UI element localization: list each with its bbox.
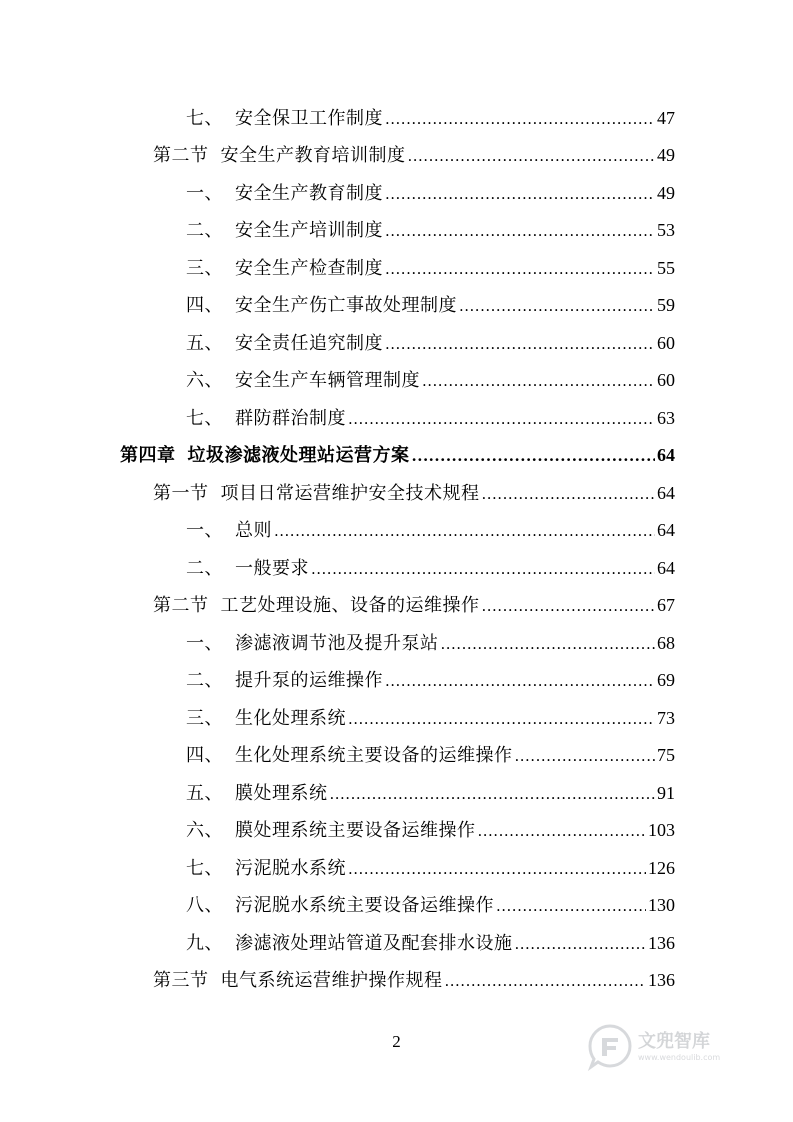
toc-entry-page: 60 (657, 333, 675, 353)
toc-entry-number: 八、 (186, 895, 223, 916)
toc-entry-title: 渗滤液调节池及提升泵站 (235, 633, 439, 654)
toc-entry-title: 生化处理系统主要设备的运维操作 (235, 745, 513, 766)
toc-entry-page: 64 (657, 520, 675, 540)
toc-leader-dots (385, 326, 655, 363)
toc-entry-page: 60 (657, 370, 675, 390)
toc-entry-number: 四、 (186, 745, 223, 766)
toc-entry-title: 污泥脱水系统主要设备运维操作 (235, 895, 494, 916)
toc-entry[interactable] (153, 137, 675, 174)
toc-entry-number: 二、 (186, 220, 223, 241)
toc-entry[interactable] (186, 250, 675, 287)
toc-leader-dots (459, 288, 655, 325)
toc-leader-dots (408, 138, 656, 175)
toc-entry-number: 二、 (186, 558, 223, 579)
toc-entry-number: 九、 (186, 933, 223, 954)
toc-entry[interactable] (186, 512, 675, 549)
toc-entry-title: 一般要求 (235, 558, 309, 579)
toc-entry-page: 136 (648, 933, 675, 953)
toc-entry-number: 第二节 (153, 595, 209, 616)
toc-leader-dots (311, 551, 655, 588)
toc-leader-dots (482, 476, 656, 513)
toc-leader-dots (385, 176, 655, 213)
toc-leader-dots (330, 776, 656, 813)
toc-entry-title: 工艺处理设施、设备的运维操作 (220, 595, 480, 616)
toc-entry-number: 二、 (186, 670, 223, 691)
toc-entry-number: 五、 (186, 783, 223, 804)
toc-entry-title: 总则 (235, 520, 272, 541)
toc-entry[interactable] (186, 625, 675, 662)
toc-entry-page: 63 (657, 408, 675, 428)
toc-entry-number: 七、 (186, 858, 223, 879)
toc-leader-dots (515, 738, 656, 775)
toc-entry[interactable] (186, 212, 675, 249)
toc-leader-dots (385, 213, 655, 250)
toc-entry[interactable] (186, 400, 675, 437)
toc-entry-title: 项目日常运营维护安全技术规程 (220, 483, 480, 504)
toc-entry-page: 69 (657, 670, 675, 690)
toc-leader-dots (348, 701, 655, 738)
toc-leader-dots (496, 888, 646, 925)
toc-entry-number: 第三节 (153, 970, 209, 991)
toc-entry-page: 53 (657, 220, 675, 240)
toc-entry[interactable] (186, 737, 675, 774)
toc-entry-page: 64 (657, 558, 675, 578)
toc-entry-title: 垃圾渗滤液处理站运营方案 (187, 445, 410, 466)
toc-leader-dots (385, 663, 655, 700)
toc-entry[interactable] (186, 700, 675, 737)
toc-leader-dots (445, 963, 647, 1000)
toc-entry-page: 64 (657, 445, 675, 465)
toc-entry-number: 六、 (186, 370, 223, 391)
toc-entry[interactable] (153, 587, 675, 624)
watermark-title: 文兜智库 (638, 1030, 710, 1052)
toc-entry-title: 安全生产车辆管理制度 (235, 370, 420, 391)
toc-leader-dots (422, 363, 655, 400)
toc-entry-title: 安全保卫工作制度 (235, 108, 383, 129)
toc-leader-dots (478, 813, 647, 850)
toc-entry-page: 130 (648, 895, 675, 915)
toc-entry-page: 49 (657, 145, 675, 165)
toc-entry[interactable] (186, 287, 675, 324)
toc-entry-title: 电气系统运营维护操作规程 (220, 970, 443, 991)
toc-entry[interactable] (186, 662, 675, 699)
toc-entry-number: 第四章 (120, 445, 176, 466)
toc-entry-number: 一、 (186, 183, 223, 204)
toc-entry-number: 七、 (186, 408, 223, 429)
toc-entry-number: 五、 (186, 333, 223, 354)
toc-entry-number: 一、 (186, 520, 223, 541)
toc-entry-title: 提升泵的运维操作 (235, 670, 383, 691)
toc-entry-title: 污泥脱水系统 (235, 858, 346, 879)
toc-leader-dots (385, 251, 655, 288)
toc-entry-page: 47 (657, 108, 675, 128)
wendou-logo-icon (586, 1023, 634, 1071)
toc-leader-dots (348, 851, 646, 888)
toc-entry[interactable] (186, 550, 675, 587)
toc-entry[interactable] (186, 100, 675, 137)
toc-entry[interactable] (186, 175, 675, 212)
toc-leader-dots (441, 626, 656, 663)
toc-entry-title: 安全生产教育制度 (235, 183, 383, 204)
toc-entry-number: 三、 (186, 258, 223, 279)
toc-entry-number: 四、 (186, 295, 223, 316)
toc-entry[interactable] (186, 325, 675, 362)
toc-entry-page: 126 (648, 858, 675, 878)
toc-entry[interactable] (153, 962, 675, 999)
toc-entry-chapter[interactable] (120, 437, 675, 474)
toc-entry[interactable] (186, 925, 675, 962)
toc-entry[interactable] (186, 887, 675, 924)
toc-entry-title: 安全生产教育培训制度 (220, 145, 406, 166)
toc-leader-dots (348, 401, 655, 438)
toc-entry-title: 安全生产伤亡事故处理制度 (235, 295, 457, 316)
toc-entry-title: 安全生产培训制度 (235, 220, 383, 241)
toc-leader-dots (385, 101, 655, 138)
toc-entry-title: 生化处理系统 (235, 708, 346, 729)
toc-entry-page: 75 (657, 745, 675, 765)
toc-entry-page: 73 (657, 708, 675, 728)
toc-entry[interactable] (186, 850, 675, 887)
toc-entry-number: 三、 (186, 708, 223, 729)
toc-entry-page: 49 (657, 183, 675, 203)
toc-entry-title: 膜处理系统 (235, 783, 328, 804)
toc-entry-title: 安全责任追究制度 (235, 333, 383, 354)
toc-entry-number: 第一节 (153, 483, 209, 504)
toc-entry[interactable] (186, 775, 675, 812)
toc-entry-page: 59 (657, 295, 675, 315)
toc-entry[interactable] (186, 812, 675, 849)
toc-entry-page: 103 (648, 820, 675, 840)
toc-entry[interactable] (153, 475, 675, 512)
toc-entry-page: 68 (657, 633, 675, 653)
toc-entry-number: 六、 (186, 820, 223, 841)
toc-entry-page: 136 (648, 970, 675, 990)
toc-entry-page: 64 (657, 483, 675, 503)
toc-leader-dots (515, 926, 647, 963)
toc-entry-page: 67 (657, 595, 675, 615)
toc-entry[interactable] (186, 362, 675, 399)
toc-leader-dots (412, 438, 656, 475)
toc-entry-number: 一、 (186, 633, 223, 654)
toc-entry-title: 安全生产检查制度 (235, 258, 383, 279)
toc-entry-page: 55 (657, 258, 675, 278)
toc-entry-page: 91 (657, 783, 675, 803)
toc-entry-number: 七、 (186, 108, 223, 129)
toc-entry-title: 群防群治制度 (235, 408, 346, 429)
page-number: 2 (392, 1032, 401, 1051)
toc-entry-title: 渗滤液处理站管道及配套排水设施 (235, 933, 513, 954)
toc-leader-dots (274, 513, 655, 550)
toc-entry-number: 第二节 (153, 145, 209, 166)
toc-leader-dots (482, 588, 656, 625)
watermark-url: www.wendoulib.com (638, 1052, 721, 1062)
toc-entry-title: 膜处理系统主要设备运维操作 (235, 820, 476, 841)
watermark (586, 1016, 756, 1078)
